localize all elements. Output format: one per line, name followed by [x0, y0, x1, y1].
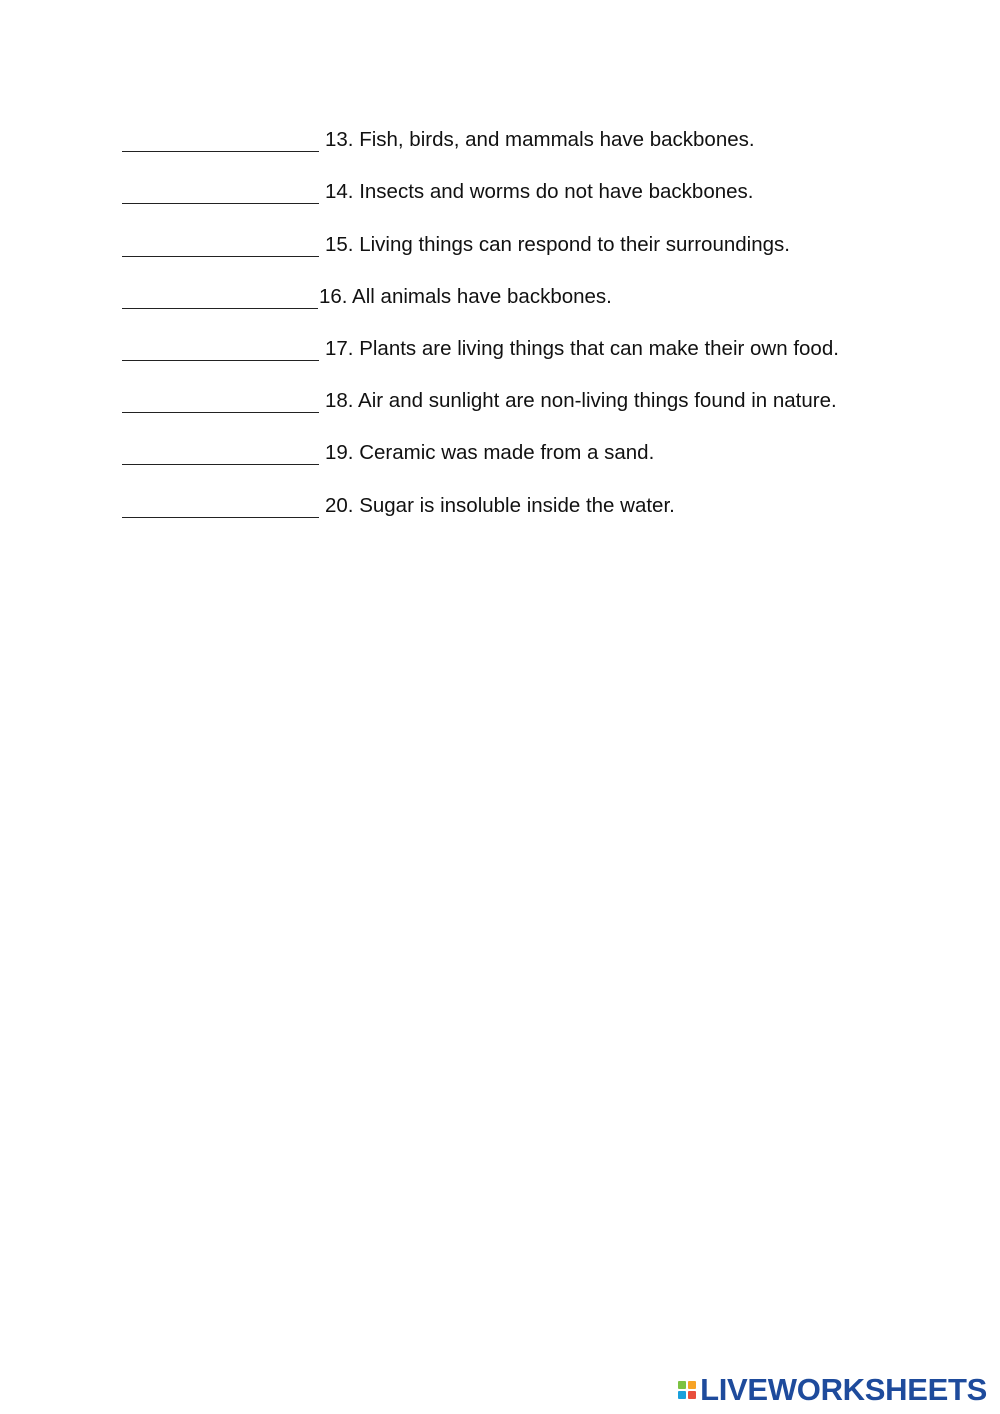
question-text-17: 17. Plants are living things that can make their own food. [325, 336, 839, 360]
liveworksheets-logo-icon [678, 1381, 696, 1399]
question-row-15 [122, 222, 922, 274]
answer-blank-17[interactable] [122, 339, 319, 361]
question-text-19: 19. Ceramic was made from a sand. [325, 441, 655, 465]
question-text-16: 16. All animals have backbones. [319, 284, 612, 308]
logo-square-blue [678, 1391, 686, 1399]
answer-blank-18[interactable] [122, 391, 319, 413]
answer-blank-16[interactable] [122, 287, 318, 309]
question-text-15: 15. Living things can respond to their surroundings. [325, 232, 790, 256]
answer-blank-13[interactable] [122, 130, 319, 152]
question-row-16 [122, 275, 922, 327]
question-text-14: 14. Insects and worms do not have backbones. [325, 180, 754, 204]
question-row-17 [122, 327, 922, 379]
question-text-18: 18. Air and sunlight are non-living things found in nature. [325, 389, 837, 413]
question-row-18 [122, 379, 922, 431]
question-row-13 [122, 118, 922, 170]
logo-square-green [678, 1381, 686, 1389]
logo-square-red [688, 1391, 696, 1399]
question-row-19 [122, 431, 922, 483]
logo-square-orange [688, 1381, 696, 1389]
question-row-20 [122, 483, 922, 535]
brand-name: LIVEWORKSHEETS [700, 1372, 987, 1407]
answer-blank-19[interactable] [122, 443, 319, 465]
question-text-13: 13. Fish, birds, and mammals have backbones. [325, 128, 755, 152]
question-text-20: 20. Sugar is insoluble inside the water. [325, 493, 675, 517]
question-row-14 [122, 170, 922, 222]
answer-blank-20[interactable] [122, 496, 319, 518]
answer-blank-14[interactable] [122, 182, 319, 204]
liveworksheets-brand[interactable] [678, 1374, 987, 1405]
answer-blank-15[interactable] [122, 235, 319, 257]
worksheet [122, 118, 922, 536]
